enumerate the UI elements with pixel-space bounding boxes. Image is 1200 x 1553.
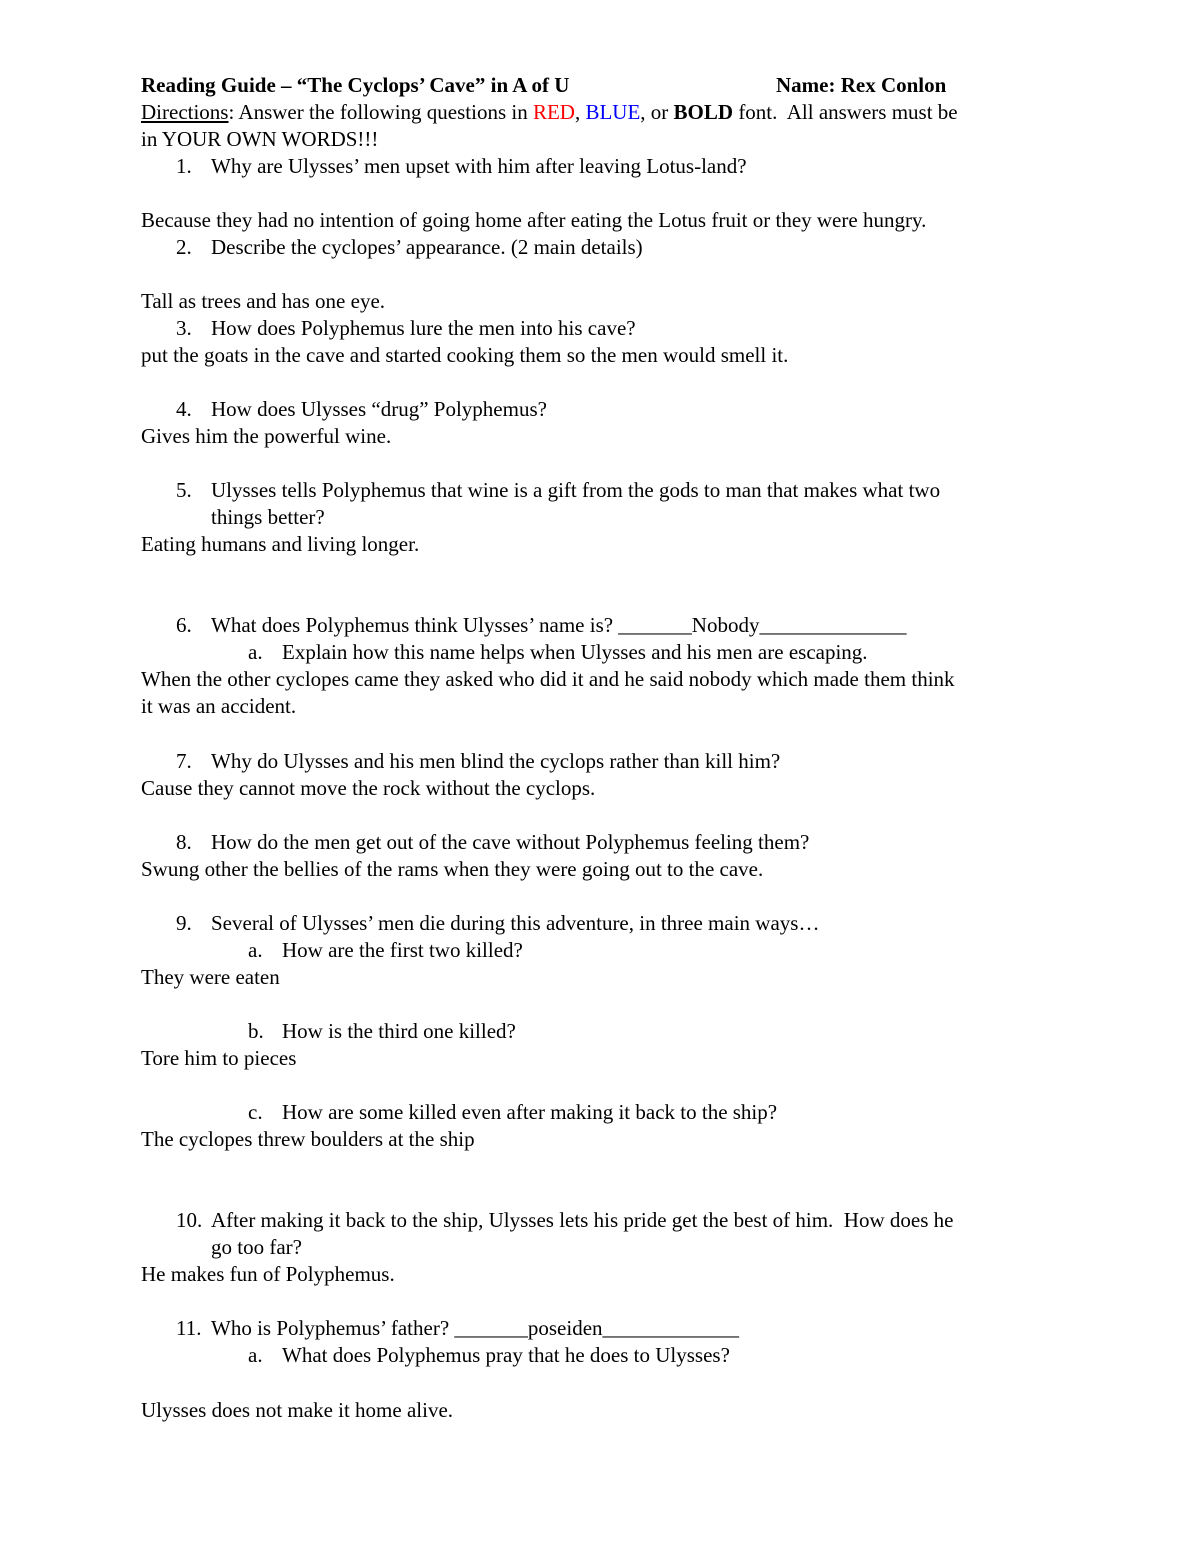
red-word: RED: [532, 100, 575, 124]
question-text: How does Ulysses “drug” Polyphemus?: [211, 397, 547, 421]
answer-text: The cyclopes threw boulders at the ship: [141, 1127, 475, 1151]
answer-text: Eating humans and living longer.: [141, 532, 420, 556]
question-text: What does Polyphemus think Ulysses’ name is? _______Nobody______________: [211, 613, 907, 637]
answer-text: Tall as trees and has one eye.: [141, 289, 386, 313]
student-name: Name: Rex Conlon: [776, 73, 947, 97]
question-text: Who is Polyphemus’ father? _______poseiden_____________: [211, 1316, 740, 1340]
answer-text: They were eaten: [141, 965, 280, 989]
question-number: 5.: [176, 478, 192, 502]
answer-text: Because they had no intention of going home after eating the Lotus fruit or they were hungry.: [141, 208, 927, 232]
sub-question-text: How are some killed even after making it back to the ship?: [282, 1100, 778, 1124]
question-number: 9.: [176, 911, 192, 935]
question-number: 7.: [176, 749, 192, 773]
sub-question-label: a.: [248, 640, 263, 664]
answer-text: Ulysses does not make it home alive.: [141, 1398, 454, 1422]
answer-text: When the other cyclopes came they asked who did it and he said nobody which made them think: [141, 667, 955, 691]
answer-text: Cause they cannot move the rock without the cyclops.: [141, 776, 596, 800]
question-text: Why do Ulysses and his men blind the cyclops rather than kill him?: [211, 749, 781, 773]
question-text-continued: go too far?: [211, 1235, 302, 1259]
sub-question-text: How is the third one killed?: [282, 1019, 516, 1043]
question-text: How does Polyphemus lure the men into his cave?: [211, 316, 636, 340]
answer-text: Swung other the bellies of the rams when they were going out to the cave.: [141, 857, 764, 881]
question-text: How do the men get out of the cave without Polyphemus feeling them?: [211, 830, 810, 854]
question-number: 2.: [176, 235, 192, 259]
directions-line-2: in YOUR OWN WORDS!!!: [141, 127, 379, 151]
sub-question-label: b.: [248, 1019, 264, 1043]
answer-text: Tore him to pieces: [141, 1046, 297, 1070]
question-number: 8.: [176, 830, 192, 854]
sub-question-label: a.: [248, 1343, 263, 1367]
question-text: After making it back to the ship, Ulysses lets his pride get the best of him. How does he: [211, 1208, 954, 1232]
blue-word: BLUE: [585, 100, 641, 124]
sub-question-text: What does Polyphemus pray that he does to Ulysses?: [282, 1343, 730, 1367]
question-text: Several of Ulysses’ men die during this adventure, in three main ways…: [211, 911, 820, 935]
question-text: Why are Ulysses’ men upset with him after leaving Lotus-land?: [211, 154, 747, 178]
sub-question-label: c.: [248, 1100, 263, 1124]
question-text: Ulysses tells Polyphemus that wine is a gift from the gods to man that makes what two: [211, 478, 941, 502]
question-number: 11.: [176, 1316, 202, 1340]
sub-question-label: a.: [248, 938, 263, 962]
question-text-continued: things better?: [211, 505, 325, 529]
directions-line-1: Directions: Answer the following questions in RED, BLUE, or BOLD font. All answers must be: [141, 100, 958, 124]
question-number: 4.: [176, 397, 192, 421]
sub-question-text: Explain how this name helps when Ulysses and his men are escaping.: [282, 640, 868, 664]
answer-text-continued: it was an accident.: [141, 694, 297, 718]
answer-text: Gives him the powerful wine.: [141, 424, 392, 448]
answer-text: He makes fun of Polyphemus.: [141, 1262, 395, 1286]
directions-label: Directions: [141, 100, 229, 124]
bold-word: BOLD: [673, 100, 734, 124]
question-number: 6.: [176, 613, 192, 637]
sub-question-text: How are the first two killed?: [282, 938, 523, 962]
answer-text: put the goats in the cave and started cooking them so the men would smell it.: [141, 343, 789, 367]
question-number: 10.: [176, 1208, 203, 1232]
question-number: 3.: [176, 316, 192, 340]
question-number: 1.: [176, 154, 192, 178]
question-text: Describe the cyclopes’ appearance. (2 main details): [211, 235, 643, 259]
worksheet-title: Reading Guide – “The Cyclops’ Cave” in A of U: [141, 73, 570, 97]
